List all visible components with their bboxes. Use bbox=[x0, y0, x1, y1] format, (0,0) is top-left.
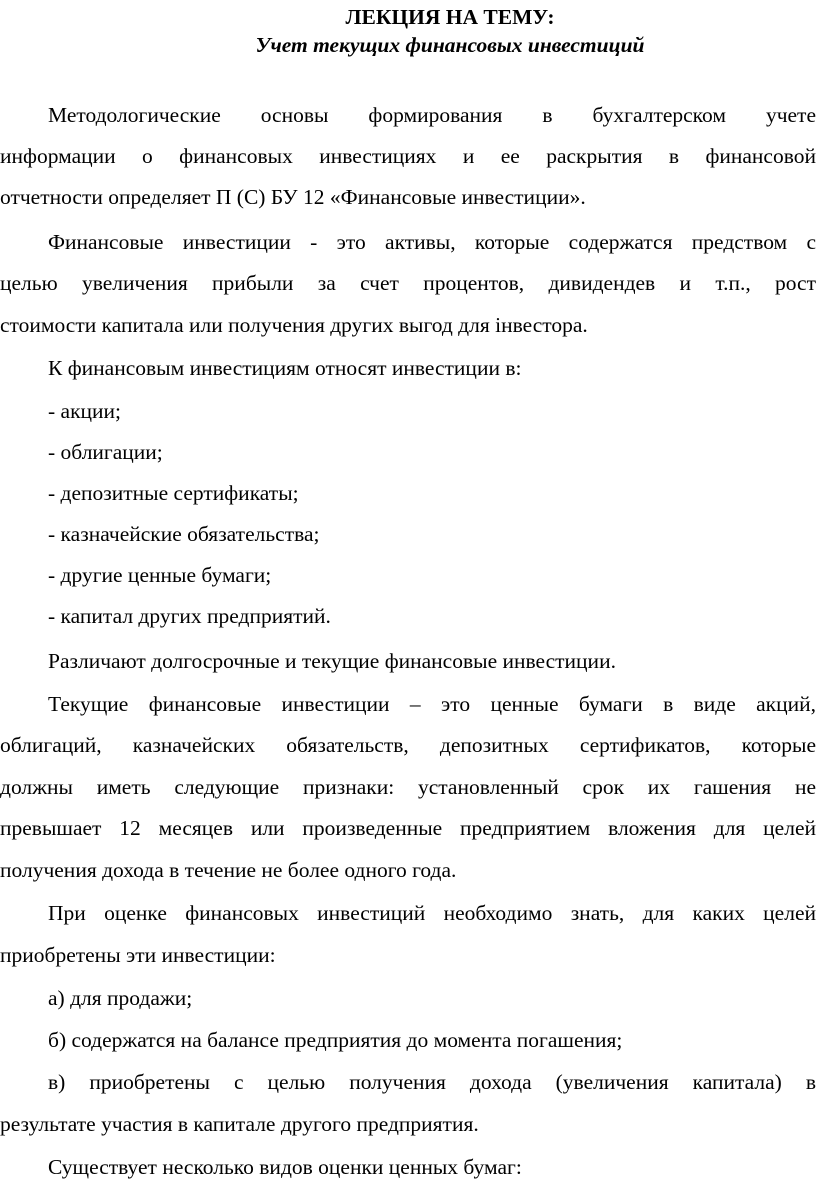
lecture-topic: Учет текущих финансовых инвестиций bbox=[255, 33, 645, 57]
list-item: а) для продажи; bbox=[48, 986, 193, 1010]
text-line: При оценке финансовых инвестиций необходимо знать, для каких целей bbox=[48, 901, 816, 925]
list-item: - другие ценные бумаги; bbox=[48, 563, 272, 587]
text-line: К финансовым инвестициям относят инвестиции в: bbox=[48, 356, 522, 380]
text-line: Финансовые инвестиции - это активы, которые содержатся предством с bbox=[48, 230, 816, 254]
text-line: Текущие финансовые инвестиции – это ценные бумаги в виде акций, bbox=[48, 692, 816, 716]
lecture-heading: ЛЕКЦИЯ НА ТЕМУ: bbox=[345, 5, 555, 29]
list-item: - казначейские обязательства; bbox=[48, 522, 320, 546]
text-line: информации о финансовых инвестициях и ее раскрытия в финансовой bbox=[0, 144, 816, 168]
text-line: превышает 12 месяцев или произведенные предприятием вложения для целей bbox=[0, 816, 816, 840]
text-line: получения дохода в течение не более одного года. bbox=[0, 858, 457, 882]
text-line: Методологические основы формирования в бухгалтерском учете bbox=[48, 103, 816, 127]
text-line: должны иметь следующие признаки: установленный срок их гашения не bbox=[0, 775, 816, 799]
text-line: отчетности определяет П (С) БУ 12 «Финансовые инвестиции». bbox=[0, 185, 586, 209]
text-line: Существует несколько видов оценки ценных бумаг: bbox=[48, 1155, 522, 1179]
text-line: целью увеличения прибыли за счет процентов, дивидендев и т.п., рост bbox=[0, 271, 816, 295]
list-item: б) содержатся на балансе предприятия до момента погашения; bbox=[48, 1028, 623, 1052]
list-item: - капитал других предприятий. bbox=[48, 604, 331, 628]
text-line: приобретены эти инвестиции: bbox=[0, 943, 276, 967]
list-item: в) приобретены с целью получения дохода (увеличения капитала) в bbox=[48, 1070, 816, 1094]
text-line: стоимости капитала или получения других выгод для інвестора. bbox=[0, 313, 588, 337]
list-item: - облигации; bbox=[48, 440, 163, 464]
text-line: Различают долгосрочные и текущие финансовые инвестиции. bbox=[48, 649, 616, 673]
text-line: результате участия в капитале другого предприятия. bbox=[0, 1112, 479, 1136]
list-item: - депозитные сертификаты; bbox=[48, 481, 299, 505]
list-item: - акции; bbox=[48, 399, 122, 423]
text-line: облигаций, казначейских обязательств, депозитных сертификатов, которые bbox=[0, 733, 816, 757]
